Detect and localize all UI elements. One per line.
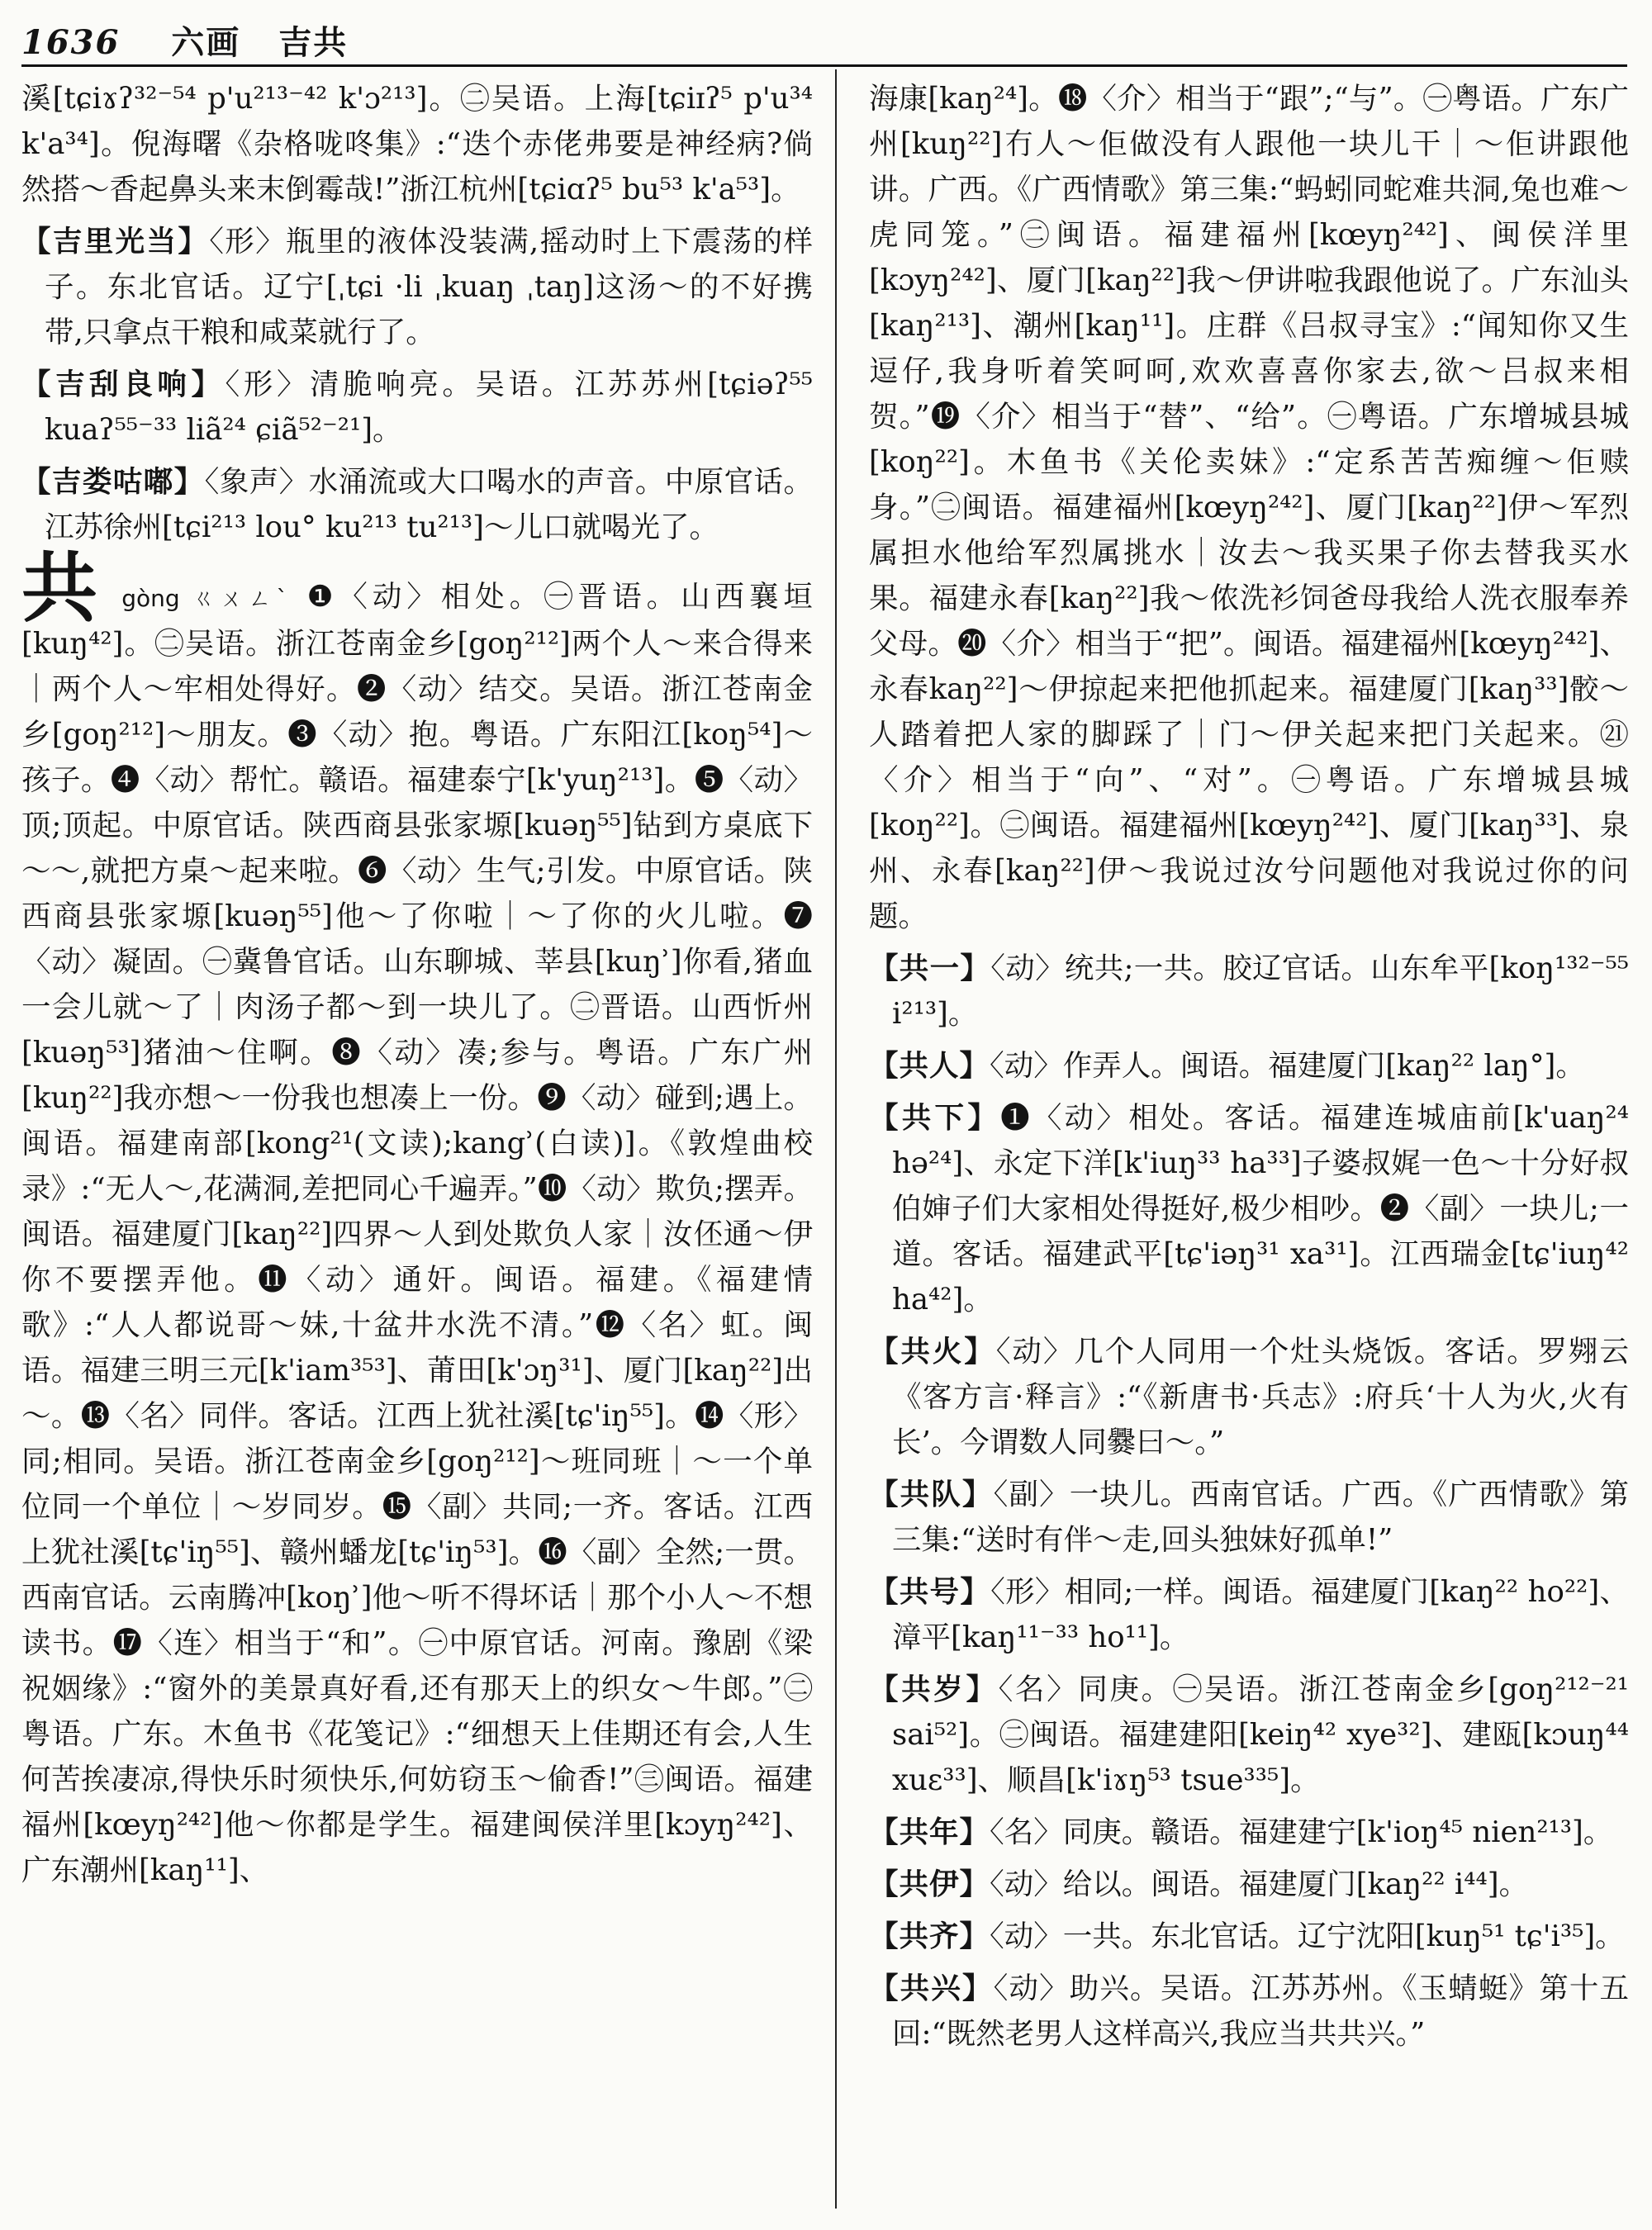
- sub-entry: [869, 1862, 1629, 1907]
- entry-text: 〈动〉给以。闽语。福建厦门[kaŋ²² i⁴⁴]。: [990, 1867, 1529, 1901]
- sub-entry: [869, 1914, 1629, 1959]
- entry-headword: 【吉里光当】: [21, 225, 210, 259]
- entry-text: 〈名〉同庚。赣语。福建建宁[k'ioŋ⁴⁵ nien²¹³]。: [990, 1815, 1613, 1849]
- entry-text: 〈副〉一块儿。西南官话。广西。《广西情歌》第三集:“送时有伴～走,回头独妹好孤单!”: [892, 1478, 1629, 1557]
- entry-headword: 【吉刮良响】: [21, 368, 225, 401]
- entry-continuation: [21, 76, 813, 212]
- running-head: [21, 17, 1631, 68]
- guide-words: 吉共: [278, 23, 349, 62]
- entry-text: 〈形〉瓶里的液体没装满,摇动时上下震荡的样子。东北官话。辽宁[ˌtɕi ·li ˌkuaŋ ˌtaŋ]这汤～的不好携带,只拿点干粮和咸菜就行了。: [45, 225, 813, 349]
- entry-text: 〈象声〉水涌流或大口喝水的声音。中原官话。江苏徐州[tɕi²¹³ lou° ku²¹³ tu²¹³]～儿口就喝光了。: [45, 465, 813, 544]
- sub-entry: [869, 1043, 1629, 1089]
- entry-text: 海康[kaŋ²⁴]。⓲〈介〉相当于“跟”;“与”。㊀粤语。广东广州[kuŋ²²]冇人～佢做没有人跟他一块儿干｜～佢讲跟他讲。广西。《广西情歌》第三集:“蚂蚓同蛇难共洞,兔也难～虎同笼。”㊁闽语。福建福州[kœyŋ²⁴²]、闽侯洋里[kɔyŋ²⁴²]、厦门[kaŋ²²]我～伊讲啦我跟他说了。广东汕头[kaŋ²¹³]、潮州[kaŋ¹¹]。庄群《吕叔寻宝》:“闻知你又生逗仔,我身听着笑呵呵,欢欢喜喜你家去,欲～吕叔来相贺。”⓳〈介〉相当于“替”、“给”。㊀粤语。广东增城县城[koŋ²²]。木鱼书《关伦卖妹》:“定系苦苦痴缠～佢赎身。”㊁闽语。福建福州[kœyŋ²⁴²]、厦门[kaŋ²²]伊～军烈属担水他给军烈属挑水｜汝去～我买果子你去替我买水果。福建永春[kaŋ²²]我～侬洗衫饲爸母我给人洗衣服奉养父母。⓴〈介〉相当于“把”。闽语。福建福州[kœyŋ²⁴²]、永春kaŋ²²]～伊掠起来把他抓起来。福建厦门[kaŋ³³]骹～人踏着把人家的脚踩了｜门～伊关起来把门关起来。㉑〈介〉相当于“向”、“对”。㊀粤语。广东增城县城[koŋ²²]。㊁闽语。福建福州[kœyŋ²⁴²]、厦门[kaŋ³³]、泉州、永春[kaŋ²²]伊～我说过汝兮问题他对我说过你的问题。: [869, 82, 1629, 933]
- headword-pinyin: gòng ㄍㄨㄥˋ: [121, 585, 293, 612]
- entry-text: 〈动〉作弄人。闽语。福建厦门[kaŋ²² laŋ°]。: [990, 1049, 1585, 1083]
- sub-entry: [869, 1966, 1629, 2057]
- entry-text: 〈动〉几个人同用一个灶头烧饭。客话。罗翙云《客方言·释言》:“《新唐书·兵志》:府兵‘十人为火,火有长’。今谓数人同爨曰～。”: [892, 1335, 1629, 1459]
- column-divider: [835, 69, 837, 2209]
- entry-text: 〈名〉同庚。㊀吴语。浙江苍南金乡[goŋ²¹²⁻²¹ sai⁵²]。㊁闽语。福建建阳[keiŋ⁴² xye³²]、建瓯[kɔuŋ⁴⁴ xuɛ³³]、顺昌[k'iɤŋ⁵³ tsue³³⁵]。: [892, 1672, 1629, 1797]
- entry-text: 〈形〉清脆响亮。吴语。江苏苏州[tɕiəʔ⁵⁵ kuaʔ⁵⁵⁻³³ liã²⁴ ɕiã⁵²⁻²¹]。: [45, 368, 813, 447]
- sub-entry: [869, 1472, 1629, 1563]
- entry-text: ❶〈动〉相处。客话。福建连城庙前[k'uaŋ²⁴ hə²⁴]、永定下洋[k'iuŋ³³ ha³³]子婆叔娓一色～十分好叔伯婶子们大家相处得挺好,极少相吵。❷〈副〉一块儿;一道。客话。福建武平[tɕ'iəŋ³¹ xa³¹]。江西瑞金[tɕ'iuŋ⁴² ha⁴²]。: [892, 1101, 1629, 1317]
- entry-headword: 【共号】: [869, 1575, 991, 1609]
- main-entry: [21, 543, 813, 1893]
- entry-headword: 【共年】: [869, 1815, 990, 1849]
- left-column: [21, 76, 813, 2215]
- entry-headword: 【共火】: [869, 1335, 996, 1369]
- entry-continuation: [869, 76, 1629, 939]
- sub-entry: [869, 1329, 1629, 1465]
- sub-entry: [869, 946, 1629, 1037]
- entry-headword: 【共齐】: [869, 1919, 990, 1953]
- entry-text: 〈动〉助兴。吴语。江苏苏州。《玉蜻蜓》第十五回:“既然老男人这样高兴,我应当共共兴。”: [892, 1971, 1629, 2051]
- entry-headword: 【共一】: [869, 951, 991, 985]
- main-headword: 共: [21, 543, 102, 633]
- page-number: 1636: [21, 23, 121, 62]
- right-column: [869, 76, 1629, 2215]
- sub-entry: [21, 219, 813, 355]
- entry-headword: 【共人】: [869, 1049, 990, 1083]
- sub-entry: [21, 459, 813, 550]
- entry-headword: 【共队】: [869, 1478, 994, 1511]
- entry-text: ❶〈动〉相处。㊀晋语。山西襄垣[kuŋ⁴²]。㊁吴语。浙江苍南金乡[goŋ²¹²]两个人～来合得来｜两个人～牢相处得好。❷〈动〉结交。吴语。浙江苍南金乡[goŋ²¹²]～朋友。❸〈动〉抱。粤语。广东阳江[koŋ⁵⁴]～孩子。❹〈动〉帮忙。赣语。福建泰宁[k'yuŋ²¹³]。❺〈动〉顶;顶起。中原官话。陕西商县张家塬[kuəŋ⁵⁵]钻到方桌底下～～,就把方桌～起来啦。❻〈动〉生气;引发。中原官话。陕西商县张家塬[kuəŋ⁵⁵]他～了你啦｜～了你的火儿啦。❼〈动〉凝固。㊀冀鲁官话。山东聊城、莘县[kuŋʾ]你看,猪血一会儿就～了｜肉汤子都～到一块儿了。㊁晋语。山西忻州[kuəŋ⁵³]猪油～住啊。❽〈动〉凑;参与。粤语。广东广州[kuŋ²²]我亦想～一份我也想凑上一份。❾〈动〉碰到;遇上。闽语。福建南部[kong²¹(文读);kangʾ(白读)]。《敦煌曲校录》:“无人～,花满洞,差把同心千遍弄。”❿〈动〉欺负;摆弄。闽语。福建厦门[kaŋ²²]四界～人到处欺负人家｜汝伾通～伊你不要摆弄他。⓫〈动〉通奸。闽语。福建。《福建情歌》:“人人都说哥～妹,十盆井水洗不清。”⓬〈名〉虹。闽语。福建三明三元[k'iam³⁵³]、莆田[k'ɔŋ³¹]、厦门[kaŋ²²]出～。⓭〈名〉同伴。客话。江西上犹社溪[tɕ'iŋ⁵⁵]。⓮〈形〉同;相同。吴语。浙江苍南金乡[goŋ²¹²]～班同班｜～一个单位同一个单位｜～岁同岁。⓯〈副〉共同;一齐。客话。江西上犹社溪[tɕ'iŋ⁵⁵]、赣州蟠龙[tɕ'iŋ⁵³]。⓰〈副〉全然;一贯。西南官话。云南腾冲[koŋʾ]他～听不得坏话｜那个小人～不想读书。⓱〈连〉相当于“和”。㊀中原官话。河南。豫剧《梁祝姻缘》:“窗外的美景真好看,还有那天上的织女～牛郎。”㊁粤语。广东。木鱼书《花笺记》:“细想天上佳期还有会,人生何苦挨凄凉,得快乐时须快乐,何妨窃玉～偷香!”㊂闽语。福建福州[kœyŋ²⁴²]他～你都是学生。福建闽侯洋里[kɔyŋ²⁴²]、广东潮州[kaŋ¹¹]、: [21, 580, 813, 1887]
- entry-headword: 【共下】: [869, 1101, 1001, 1135]
- sub-entry: [869, 1569, 1629, 1660]
- sub-entry: [869, 1810, 1629, 1855]
- sub-entry: [21, 362, 813, 453]
- entry-headword: 【吉娄咕嘟】: [21, 465, 205, 499]
- entry-headword: 【共伊】: [869, 1867, 990, 1901]
- entry-headword: 【共兴】: [869, 1971, 994, 2005]
- section-label: 六画: [171, 23, 241, 62]
- entry-headword: 【共岁】: [869, 1672, 999, 1706]
- header-rule: [21, 64, 1627, 67]
- entry-text: 溪[tɕiɤʔ³²⁻⁵⁴ p'u²¹³⁻⁴² k'ɔ²¹³]。㊁吴语。上海[tɕiɪʔ⁵ p'u³⁴ k'a³⁴]。倪海曙《杂格咙咚集》:“迭个赤佬弗要是神经病?倘然搭～香起鼻头来末倒霉哉!”浙江杭州[tɕiɑʔ⁵ bu⁵³ k'a⁵³]。: [21, 82, 813, 206]
- entry-text: 〈形〉相同;一样。闽语。福建厦门[kaŋ²² ho²²]、漳平[kaŋ¹¹⁻³³ ho¹¹]。: [892, 1575, 1629, 1654]
- sub-entry: [869, 1667, 1629, 1803]
- entry-text: 〈动〉一共。东北官话。辽宁沈阳[kuŋ⁵¹ tɕ'i³⁵]。: [990, 1919, 1625, 1953]
- sub-entry: [869, 1095, 1629, 1322]
- entry-text: 〈动〉统共;一共。胶辽官话。山东牟平[koŋ¹³²⁻⁵⁵ i²¹³]。: [892, 951, 1629, 1031]
